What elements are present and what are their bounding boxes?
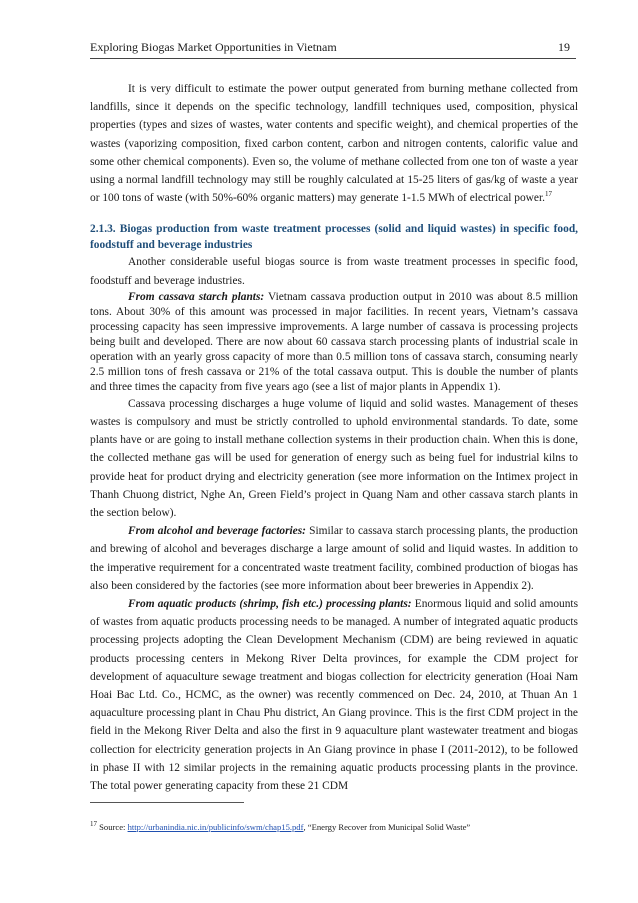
paragraph-aquatic-products bbox=[90, 595, 578, 795]
footnote-separator bbox=[90, 802, 244, 803]
paragraph-text: It is very difficult to estimate the power output generated from burning methane collected from landfills, since it depends on the specific technology, landfill techniques used, composition, physical properties (types and sizes of wastes, water contents and specific weight), and chemical properties of the wastes (vaporizing composition, fixed carbon content, carbon and nitrogen contents, calorific value and some other chemical components). Even so, the volume of methane collected from one ton of waste a year using a normal landfill technology may still be roughly calculated at 15-25 liters of gas/kg of waste a year or 100 tons of waste (with 50%-60% organic matters) may generate 1-1.5 MWh of electrical power. bbox=[90, 83, 578, 205]
paragraph-cassava bbox=[90, 290, 578, 395]
paragraph-cassava-waste: Cassava processing discharges a huge volume of liquid and solid wastes. Management of theses wastes is compulsory and must be strictly controlled to uphold environmental standards. To date, some plants have or are going to install methane collection systems in their production chain. When this is done, the collected methane gas will be used for generation of energy such as being fuel for industrial kilns to provide heat for product drying and electricity generation (see more information on the Intimex project in Thanh Chuong district, Nghe An, Green Field’s project in Quang Nam and other cassava starch plants in the section below). bbox=[90, 397, 578, 520]
footnote-reference[interactable]: 17 bbox=[544, 190, 552, 199]
paragraph-alcohol-beverage bbox=[90, 522, 578, 595]
paragraph-lead: From alcohol and beverage factories: bbox=[128, 525, 306, 538]
page-number: 19 bbox=[558, 40, 570, 54]
paragraph-lead: From cassava starch plants: bbox=[128, 290, 265, 303]
paragraph-text: Similar to cassava starch processing plants, the production and brewing of alcohol and beverages discharge a large amount of solid and liquid wastes. In addition to the imperative requirement for a concentrated waste treatment facility, combined production of biogas has also been considered by the factories (see more information about beer breweries in Appendix 2). bbox=[90, 525, 578, 592]
footnote-prefix: Source: bbox=[97, 822, 128, 832]
paragraph-text: Enormous liquid and solid amounts of wastes from aquatic products processing needs to be managed. A number of integrated aquatic products processing projects adopting the Clean Development Mechanism (CDM) are being reviewed in aquatic products processing centers in Mekong River Delta provinces, for example the CDM project for development of aquaculture sewage treatment and biogas collection for electricity generation (Hoai Nam Hoai Bac Ltd. Co., HCMC, as the owner) was recently commenced on Dec. 24, 2010, at Thuan An 1 aquaculture processing plant in Chau Phu district, An Giang province. This is the first CDM project in the field in the Mekong River Delta and also the first in 9 aquaculture plant wastewater treatment and biogas collection for electricity generation projects in An Giang province in phase I (2011-2012), to be followed in phase II with 12 similar projects in the remaining aquatic products processing plants in the province. The total power generating capacity from these 21 CDM bbox=[90, 598, 579, 793]
footnote bbox=[90, 822, 578, 833]
section-heading: 2.1.3. Biogas production from waste treatment processes (solid and liquid wastes) in specific food, foodstuff and beverage industries bbox=[90, 223, 578, 252]
paragraph-lead: From aquatic products (shrimp, fish etc.) processing plants: bbox=[128, 598, 412, 611]
running-header bbox=[90, 40, 576, 59]
body-text bbox=[90, 80, 578, 795]
paragraph-text: Vietnam cassava production output in 2010 was about 8.5 million tons. About 30% of this amount was processed in major facilities. In recent years, Vietnam’s cassava processing capacity has seen impressive improvements. A large number of cassava is processing projects being built and developed. There are now about 60 cassava starch processing plants of industrial scale in operation with an yearly gross capacity of more than 0.5 million tons of cassava starch, consuming nearly 2.5 million tons of fresh cassava or 21% of the total cassava output. This is double the number of plants and three times the capacity from five years ago (see a list of major plants in Appendix 1). bbox=[90, 290, 578, 393]
footnote-number: 17 bbox=[90, 820, 97, 829]
footnote-suffix: , “Energy Recover from Municipal Solid Waste” bbox=[303, 822, 471, 832]
paragraph-intro: Another considerable useful biogas source is from waste treatment processes in specific food, foodstuff and beverage industries. bbox=[90, 256, 578, 287]
footnote-link[interactable]: http://urbanindia.nic.in/publicinfo/swm/chap15.pdf bbox=[127, 822, 304, 832]
paragraph-landfill-power bbox=[90, 80, 578, 207]
header-title: Exploring Biogas Market Opportunities in Vietnam bbox=[90, 40, 337, 54]
